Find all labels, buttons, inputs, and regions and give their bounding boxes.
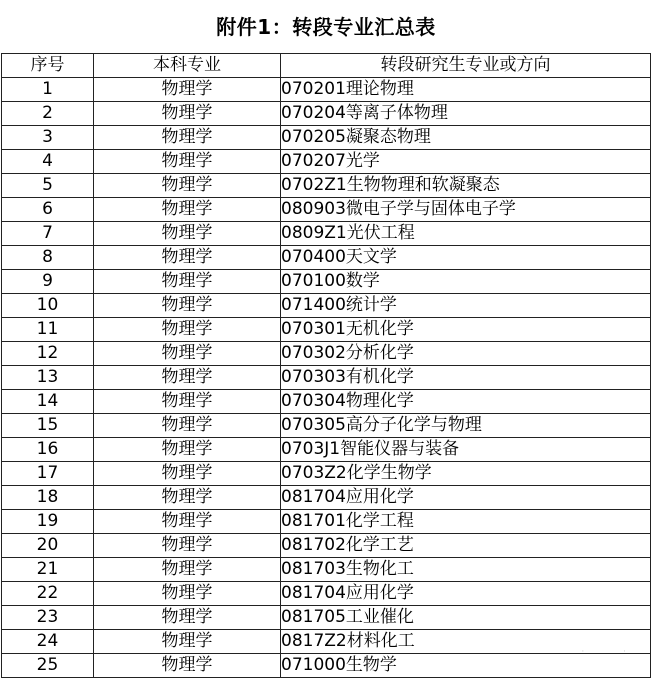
row-undergrad-major: 物理学: [94, 342, 281, 366]
row-undergrad-major: 物理学: [94, 582, 281, 606]
table-row: [2, 366, 651, 390]
row-index: 5: [2, 174, 94, 198]
table-row: [2, 630, 651, 654]
row-graduate-direction: 0703J1智能仪器与装备: [281, 438, 651, 462]
row-undergrad-major: 物理学: [94, 246, 281, 270]
row-index: 23: [2, 606, 94, 630]
row-graduate-direction: 070303有机化学: [281, 366, 651, 390]
table-row: [2, 462, 651, 486]
row-graduate-direction: 070207光学: [281, 150, 651, 174]
table-row: [2, 606, 651, 630]
table-row: [2, 438, 651, 462]
row-undergrad-major: 物理学: [94, 126, 281, 150]
row-index: 22: [2, 582, 94, 606]
table-row: [2, 414, 651, 438]
row-index: 3: [2, 126, 94, 150]
row-graduate-direction: 070201理论物理: [281, 78, 651, 102]
row-graduate-direction: 081704应用化学: [281, 486, 651, 510]
table-row: [2, 582, 651, 606]
table-row: [2, 390, 651, 414]
table-row: [2, 174, 651, 198]
row-undergrad-major: 物理学: [94, 630, 281, 654]
row-graduate-direction: 070100数学: [281, 270, 651, 294]
row-graduate-direction: 0702Z1生物物理和软凝聚态: [281, 174, 651, 198]
row-graduate-direction: 080903微电子学与固体电子学: [281, 198, 651, 222]
table-row: [2, 654, 651, 678]
row-index: 25: [2, 654, 94, 678]
row-index: 13: [2, 366, 94, 390]
row-index: 7: [2, 222, 94, 246]
row-undergrad-major: 物理学: [94, 150, 281, 174]
row-graduate-direction: 070302分析化学: [281, 342, 651, 366]
row-undergrad-major: 物理学: [94, 606, 281, 630]
table-body: [2, 78, 651, 678]
row-index: 4: [2, 150, 94, 174]
row-undergrad-major: 物理学: [94, 366, 281, 390]
row-undergrad-major: 物理学: [94, 510, 281, 534]
row-graduate-direction: 071400统计学: [281, 294, 651, 318]
table-row: [2, 318, 651, 342]
header-graduate-direction: 转段研究生专业或方向: [281, 54, 651, 78]
row-undergrad-major: 物理学: [94, 462, 281, 486]
row-undergrad-major: 物理学: [94, 390, 281, 414]
row-index: 9: [2, 270, 94, 294]
table-row: [2, 246, 651, 270]
row-graduate-direction: 081701化学工程: [281, 510, 651, 534]
table-row: [2, 510, 651, 534]
row-undergrad-major: 物理学: [94, 414, 281, 438]
row-index: 12: [2, 342, 94, 366]
row-index: 15: [2, 414, 94, 438]
row-index: 20: [2, 534, 94, 558]
row-index: 17: [2, 462, 94, 486]
row-index: 24: [2, 630, 94, 654]
watermark-dots: · ·: [581, 647, 644, 657]
row-graduate-direction: 081704应用化学: [281, 582, 651, 606]
row-graduate-direction: 071000生物学: [281, 654, 651, 678]
row-undergrad-major: 物理学: [94, 102, 281, 126]
row-undergrad-major: 物理学: [94, 534, 281, 558]
row-graduate-direction: 070205凝聚态物理: [281, 126, 651, 150]
row-index: 10: [2, 294, 94, 318]
row-graduate-direction: 0817Z2材料化工: [281, 630, 651, 654]
row-index: 19: [2, 510, 94, 534]
row-graduate-direction: 0703Z2化学生物学: [281, 462, 651, 486]
table-row: [2, 126, 651, 150]
page-title: 附件1：转段专业汇总表: [216, 15, 436, 39]
row-undergrad-major: 物理学: [94, 654, 281, 678]
row-index: 14: [2, 390, 94, 414]
row-undergrad-major: 物理学: [94, 486, 281, 510]
row-graduate-direction: 0809Z1光伏工程: [281, 222, 651, 246]
row-undergrad-major: 物理学: [94, 174, 281, 198]
table-header-row: [2, 54, 651, 78]
header-index: 序号: [2, 54, 94, 78]
table-row: [2, 294, 651, 318]
row-undergrad-major: 物理学: [94, 438, 281, 462]
row-undergrad-major: 物理学: [94, 318, 281, 342]
table-row: [2, 486, 651, 510]
row-index: 6: [2, 198, 94, 222]
summary-table: [1, 53, 651, 678]
table-row: [2, 198, 651, 222]
row-undergrad-major: 物理学: [94, 558, 281, 582]
row-undergrad-major: 物理学: [94, 198, 281, 222]
row-graduate-direction: 070204等离子体物理: [281, 102, 651, 126]
row-index: 21: [2, 558, 94, 582]
table-row: [2, 534, 651, 558]
table-row: [2, 102, 651, 126]
table-row: [2, 342, 651, 366]
row-index: 18: [2, 486, 94, 510]
table-row: [2, 222, 651, 246]
row-index: 16: [2, 438, 94, 462]
table-row: [2, 270, 651, 294]
row-index: 11: [2, 318, 94, 342]
row-graduate-direction: 081705工业催化: [281, 606, 651, 630]
row-index: 8: [2, 246, 94, 270]
row-undergrad-major: 物理学: [94, 78, 281, 102]
row-undergrad-major: 物理学: [94, 270, 281, 294]
row-graduate-direction: 070305高分子化学与物理: [281, 414, 651, 438]
row-graduate-direction: 070301无机化学: [281, 318, 651, 342]
table-row: [2, 150, 651, 174]
row-graduate-direction: 070400天文学: [281, 246, 651, 270]
table-row: [2, 558, 651, 582]
row-graduate-direction: 081702化学工艺: [281, 534, 651, 558]
row-undergrad-major: 物理学: [94, 222, 281, 246]
row-index: 1: [2, 78, 94, 102]
row-undergrad-major: 物理学: [94, 294, 281, 318]
header-undergrad-major: 本科专业: [94, 54, 281, 78]
row-graduate-direction: 081703生物化工: [281, 558, 651, 582]
row-index: 2: [2, 102, 94, 126]
row-graduate-direction: 070304物理化学: [281, 390, 651, 414]
table-row: [2, 78, 651, 102]
